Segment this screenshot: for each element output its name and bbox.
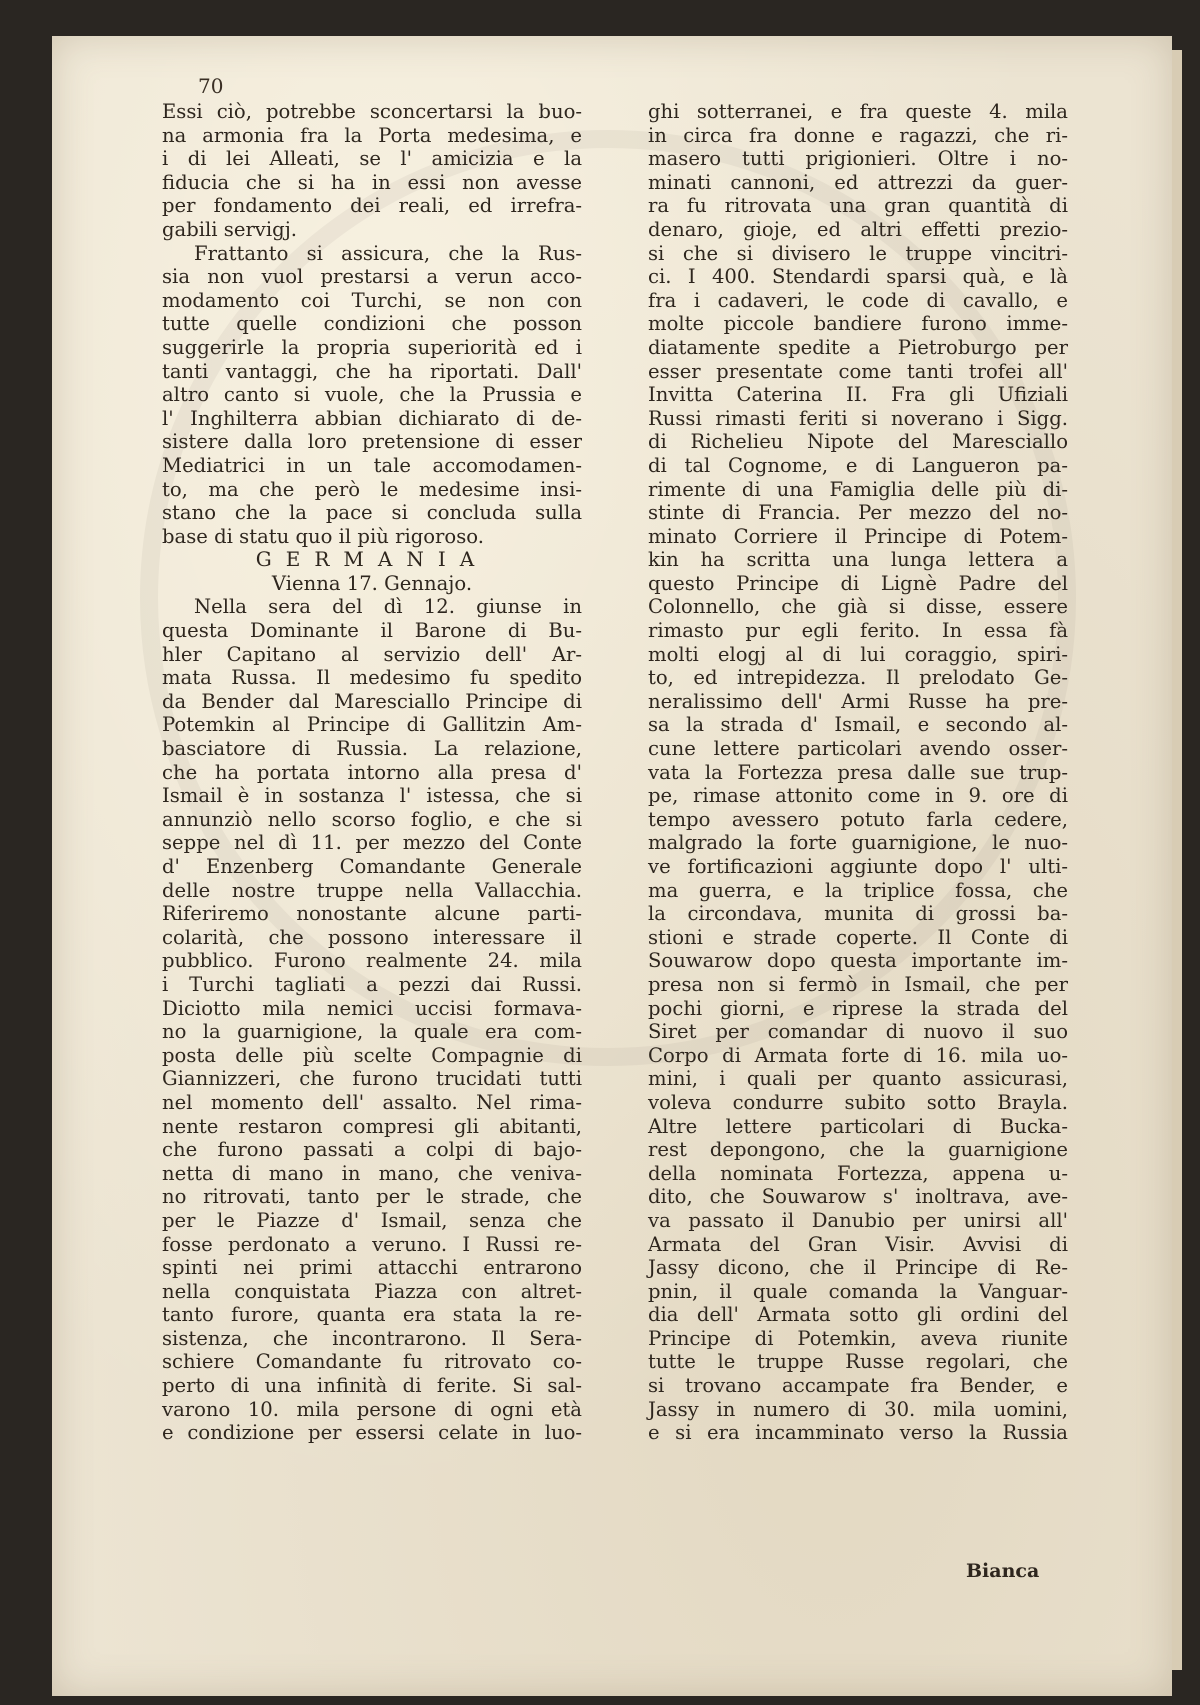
text-line: stioni e strade coperte. Il Conte di [648,925,1068,949]
text-line: esser presentate come tanti trofei all' [648,359,1068,383]
text-line: masero tutti prigionieri. Oltre i no- [648,147,1068,171]
text-line: fra i cadaveri, le code di cavallo, e [648,288,1068,312]
text-line: rimente di una Famiglia delle più di- [648,477,1068,501]
text-line: Nella sera del dì 12. giunse in [194,595,582,619]
text-line: to, ma che però le medesime insi- [162,477,582,501]
text-line: si che si divisero le truppe vincitri- [648,241,1068,265]
text-line: mini, i quali per quanto assicurasi, [648,1067,1068,1091]
page-number: 70 [198,74,224,98]
text-line: per fondamento dei reali, ed irrefra- [162,194,582,218]
text-line: dito, che Souwarow s' inoltrava, ave- [648,1185,1068,1209]
text-line: da Bender dal Maresciallo Principe di [162,689,582,713]
text-line: la circondava, munita di grossi ba- [648,902,1068,926]
text-line: questa Dominante il Barone di Bu- [162,619,582,643]
text-line: netta di mano in mano, che veniva- [162,1161,582,1185]
text-line: Diciotto mila nemici uccisi formava- [162,996,582,1020]
text-line: schiere Comandante fu ritrovato co- [162,1350,582,1374]
text-line: Colonnello, che già si disse, essere [648,595,1068,619]
text-line: d' Enzenberg Comandante Generale [162,855,582,878]
text-line: dia dell' Armata sotto gli ordini del [648,1303,1068,1327]
text-line: spinti nei primi attacchi entrarono [162,1256,582,1280]
text-line: va passato il Danubio per unirsi all' [648,1208,1068,1232]
text-line: neralissimo dell' Armi Russe ha pre- [648,689,1068,713]
text-line: Frattanto si assicura, che la Rus- [194,241,582,265]
text-line: di Richelieu Nipote del Maresciallo [648,430,1068,454]
text-line: di tal Cognome, e di Langueron pa- [648,453,1068,477]
text-line: mata Russa. Il medesimo fu spedito [162,666,582,690]
catchword: Bianca [966,1560,1040,1582]
text-line: presa non si fermò in Ismail, che per [648,972,1068,996]
text-line: si trovano accampate fra Bender, e [648,1374,1068,1398]
text-line: stano che la pace si concluda sulla [162,501,582,525]
text-line: che ha portata intorno alla presa d' [162,760,582,784]
text-line: questo Principe di Lignè Padre del [648,571,1068,595]
text-line: denaro, gioje, ed altri effetti prezio- [648,217,1068,241]
text-line: Altre lettere particolari di Bucka- [648,1114,1068,1138]
text-line: base di statu quo il più rigoroso. [162,524,484,548]
text-line: na armonia fra la Porta medesima, e [162,123,582,147]
left-column [162,100,582,1445]
text-line: tempo avessero potuto farla cedere, [648,807,1068,831]
text-line: voleva condurre subito sotto Brayla. [648,1090,1068,1114]
text-line: e si era incamminato verso la Russia [648,1421,1068,1445]
text-line: ghi sotterranei, e fra queste 4. mila [648,100,1068,123]
heading-line: Vienna 17. Gennajo. [271,571,473,595]
text-line: altro canto si vuole, che la Prussia e [162,383,582,407]
text-line: Mediatrici in un tale accomodamen- [162,453,582,477]
text-line: Ismail è in sostanza l' istessa, che si [162,784,582,808]
text-line: to, ed intrepidezza. Il prelodato Ge- [648,666,1068,690]
text-line: molte piccole bandiere furono imme- [648,312,1068,336]
text-line: varono 10. mila persone di ogni età [162,1397,582,1421]
text-line: Souwarow dopo questa importante im- [648,949,1068,973]
text-line: nente restaron compresi gli abitanti, [162,1114,582,1138]
text-line: tutte quelle condizioni che posson [162,312,582,336]
text-line: molti elogj al di lui coraggio, spiri- [648,642,1068,666]
text-line: kin ha scritta una lunga lettera a [648,548,1068,572]
text-line: Jassy in numero di 30. mila uomini, [648,1397,1068,1421]
text-line: della nominata Fortezza, appena u- [648,1161,1068,1185]
text-line: per le Piazze d' Ismail, senza che [162,1208,582,1232]
text-line: pnin, il quale comanda la Vanguar- [648,1279,1068,1303]
text-line: basciatore di Russia. La relazione, [162,737,582,761]
text-line: Jassy dicono, che il Principe di Re- [648,1256,1068,1280]
text-line: ve fortificazioni aggiunte dopo l' ulti- [648,855,1068,878]
text-line: vata la Fortezza presa dalle sue trup- [648,760,1068,784]
text-line: modamento coi Turchi, se non con [162,288,582,312]
text-line: ma guerra, e la triplice fossa, che [648,878,1068,902]
right-column [648,100,1068,1445]
text-line: diatamente spedite a Pietroburgo per [648,335,1068,359]
text-line: Armata del Gran Visir. Avvisi di [648,1232,1068,1256]
next-page-edge [1172,50,1182,1670]
text-line: in circa fra donne e ragazzi, che ri- [648,123,1068,147]
text-line: suggerirle la propria superiorità ed i [162,335,582,359]
text-line: i di lei Alleati, se l' amicizia e la [162,147,582,171]
text-line: Principe di Potemkin, aveva riunite [648,1326,1068,1350]
text-line: nella conquistata Piazza con altret- [162,1279,582,1303]
text-line: i Turchi tagliati a pezzi dai Russi. [162,972,582,996]
text-line: posta delle più scelte Compagnie di [162,1043,582,1067]
text-line: minato Corriere il Principe di Potem- [648,524,1068,548]
text-line: rest depongono, che la guarnigione [648,1138,1068,1162]
text-line: pe, rimase attonito come in 9. ore di [648,784,1068,808]
text-line: Riferiremo nonostante alcune parti- [162,902,582,926]
heading-line: GERMANIA [255,547,489,572]
text-line: malgrado la forte guarnigione, le nuo- [648,831,1068,855]
text-line: nel momento dell' assalto. Nel rima- [162,1090,582,1114]
text-line: ci. I 400. Stendardi sparsi quà, e là [648,265,1068,289]
text-line: sa la strada d' Ismail, e secondo al- [648,713,1068,737]
text-line: cune lettere particolari avendo osser- [648,737,1068,761]
text-line: annunziò nello scorso foglio, e che si [162,807,582,831]
text-line: ra fu ritrovata una gran quantità di [648,194,1068,218]
text-line: Giannizzeri, che furono trucidati tutti [162,1067,582,1091]
text-line: Potemkin al Principe di Gallitzin Am- [162,713,582,737]
text-line: delle nostre truppe nella Vallacchia. [162,878,582,902]
text-line: minati cannoni, ed attrezzi da guer- [648,170,1068,194]
text-line: colarità, che possono interessare il [162,925,582,949]
text-line: no la guarnigione, la quale era com- [162,1020,582,1044]
text-line: tanti vantaggi, che ha riportati. Dall' [162,359,582,383]
text-line: fiducia che si ha in essi non avesse [162,170,582,194]
text-line: Essi ciò, potrebbe sconcertarsi la buo- [162,100,582,123]
text-line: perto di una infinità di ferite. Si sal- [162,1374,582,1398]
text-line: sia non vuol prestarsi a verun acco- [162,265,582,289]
text-line: e condizione per essersi celate in luo- [162,1421,582,1445]
text-line: stinte di Francia. Per mezzo del no- [648,501,1068,525]
text-line: hler Capitano al servizio dell' Ar- [162,642,582,666]
text-line: l' Inghilterra abbian dichiarato di de- [162,406,582,430]
text-line: tanto furore, quanta era stata la re- [162,1303,582,1327]
text-line: Corpo di Armata forte di 16. mila uo- [648,1043,1068,1067]
text-line: tutte le truppe Russe regolari, che [648,1350,1068,1374]
text-line: pubblico. Furono realmente 24. mila [162,949,582,973]
text-line: fosse perdonato a veruno. I Russi re- [162,1232,582,1256]
text-line: Russi rimasti feriti si noverano i Sigg. [648,406,1068,430]
text-line: seppe nel dì 11. per mezzo del Conte [162,831,582,855]
text-line: Siret per comandar di nuovo il suo [648,1020,1068,1044]
text-line: rimasto pur egli ferito. In essa fà [648,619,1068,643]
text-line: che furono passati a colpi di bajo- [162,1138,582,1162]
text-line: gabili servigj. [162,217,297,241]
text-line: no ritrovati, tanto per le strade, che [162,1185,582,1209]
text-line: Invitta Caterina II. Fra gli Ufiziali [648,383,1068,407]
text-line: sistere dalla loro pretensione di esser [162,430,582,454]
text-line: pochi giorni, e riprese la strada del [648,996,1068,1020]
text-line: sistenza, che incontrarono. Il Sera- [162,1326,582,1350]
